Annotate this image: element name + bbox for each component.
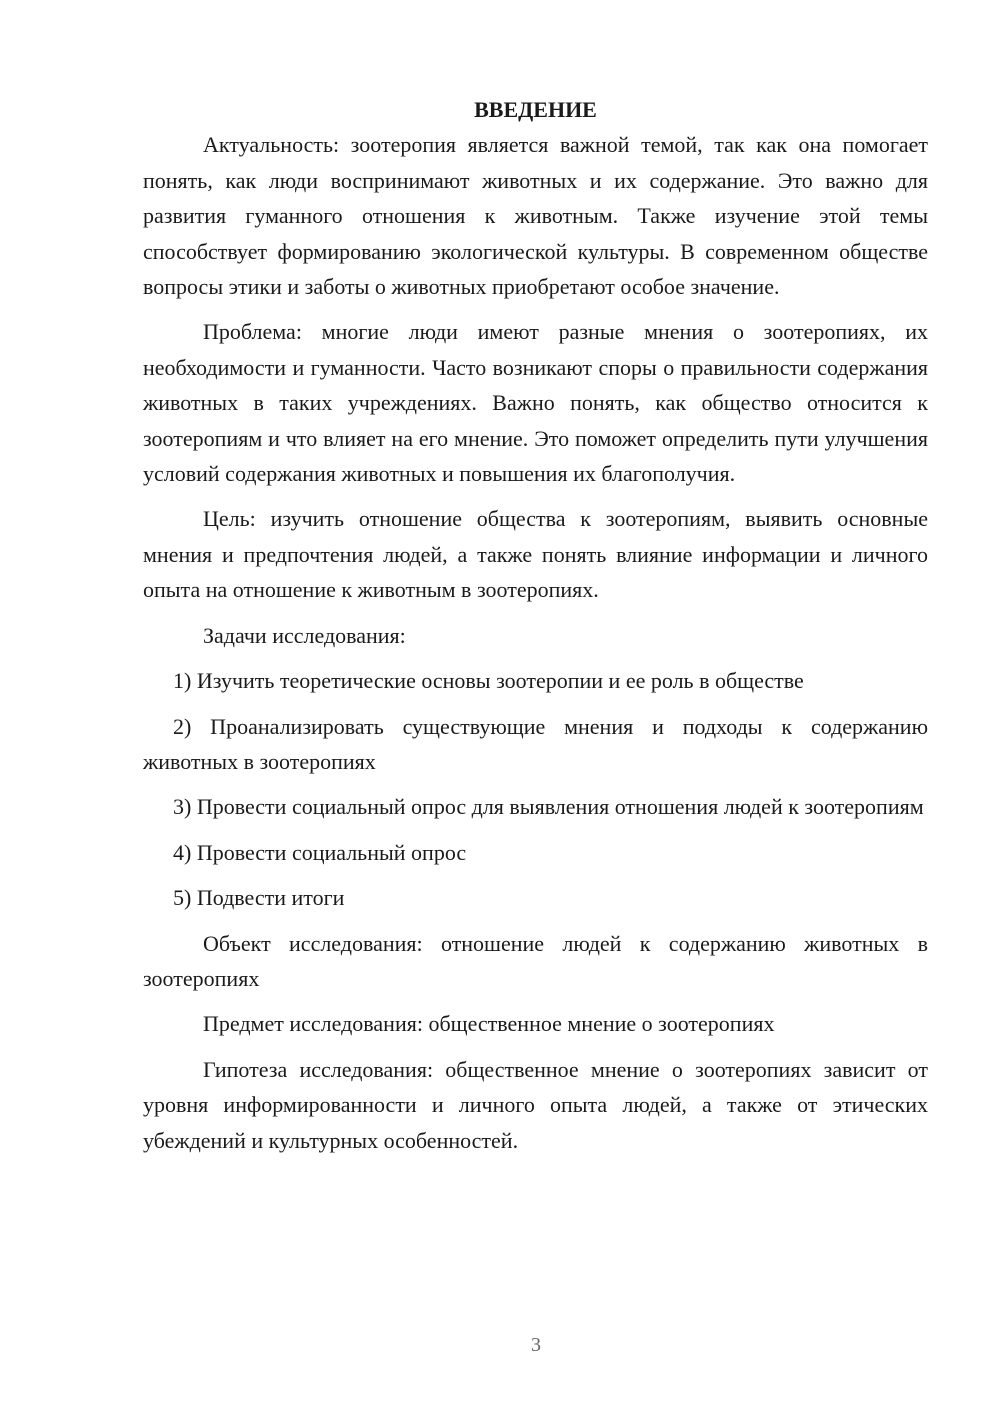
tasks-heading: Задачи исследования: — [203, 622, 406, 648]
task-item-1: 1) Изучить теоретические основы зоотеропии и ее роль в обществе — [173, 668, 804, 694]
paragraph-relevance: Актуальность: зоотеропия является важной темой, так как она помогает понять, как люди воспринимают животных и их содержание. Это важно для развития гуманного отношения к животным. Также изучение этой темы способствует формированию экологической культуры. В современном обществе вопросы этики и заботы о животных приобретают особое значение. — [143, 132, 928, 300]
page-title: ВВЕДЕНИЕ — [474, 97, 597, 122]
task-item-3: 3) Провести социальный опрос для выявления отношения людей к зоотеропиям — [173, 794, 924, 820]
paragraph-object: Объект исследования: отношение людей к содержанию животных в зоотеропиях — [143, 930, 928, 991]
page-content — [143, 92, 928, 1168]
page-number: 3 — [531, 1334, 541, 1356]
task-item-2: 2) Проанализировать существующие мнения и подходы к содержанию животных в зоотеропиях — [143, 713, 928, 774]
task-item-5: 5) Подвести итоги — [173, 885, 345, 911]
paragraph-problem: Проблема: многие люди имеют разные мнения о зоотеропиях, их необходимости и гуманности. Часто возникают споры о правильности содержания животных в таких учреждениях. Важно понять, как общество относится к зоотеропиям и что влияет на его мнение. Это поможет определить пути улучшения условий содержания животных и повышения их благополучия. — [143, 319, 928, 487]
task-item-4: 4) Провести социальный опрос — [173, 839, 467, 865]
paragraph-goal: Цель: изучить отношение общества к зоотеропиям, выявить основные мнения и предпочтения людей, а также понять влияние информации и личного опыта на отношение к животным в зоотеропиях. — [143, 506, 928, 603]
paragraph-hypothesis: Гипотеза исследования: общественное мнение о зоотеропиях зависит от уровня информированности и личного опыта людей, а также от этических убеждений и культурных особенностей. — [143, 1056, 928, 1153]
paragraph-subject: Предмет исследования: общественное мнение о зоотеропиях — [203, 1011, 775, 1037]
